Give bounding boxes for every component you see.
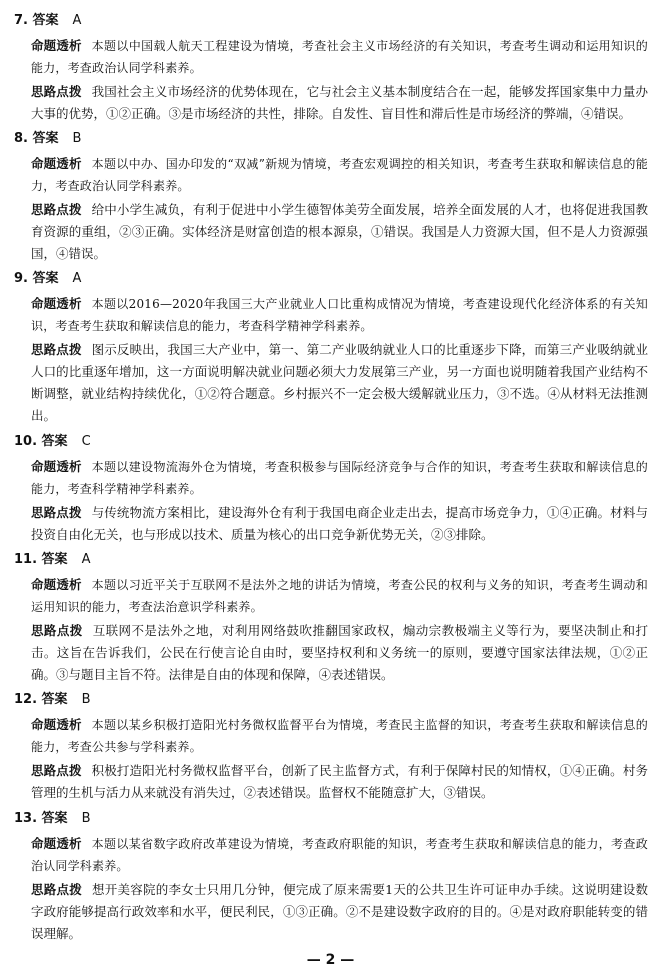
intent-label: 命题透析 bbox=[31, 577, 82, 592]
intent-paragraph bbox=[31, 35, 648, 79]
analysis-label: 思路点拨 bbox=[31, 882, 82, 897]
intent-label: 命题透析 bbox=[31, 156, 82, 171]
answer-letter: C bbox=[81, 434, 91, 449]
intent-label: 命题透析 bbox=[31, 38, 82, 53]
answer-heading bbox=[14, 270, 81, 288]
analysis-paragraph bbox=[31, 81, 648, 125]
analysis-text: 想开美容院的李女士只用几分钟，便完成了原来需要1天的公共卫生许可证申办手续。这说明建设数字政府能够提高行政效率和水平，便民利民，①③正确。②不是建设数字政府的目的。④是对政府职能转变的错误理解。 bbox=[31, 882, 648, 941]
intent-text: 本题以某乡积极打造阳光村务微权监督平台为情境，考查民主监督的知识，考查考生获取和解读信息的能力，考查公共参与学科素养。 bbox=[31, 718, 648, 754]
answer-letter: A bbox=[72, 271, 82, 286]
answer-heading bbox=[14, 12, 81, 30]
intent-paragraph bbox=[31, 456, 648, 500]
intent-paragraph bbox=[31, 833, 648, 877]
intent-text: 本题以中办、国办印发的“双减”新规为情境，考查宏观调控的相关知识，考查考生获取和解读信息的能力，考查政治认同学科素养。 bbox=[31, 157, 648, 193]
intent-text: 本题以建设物流海外仓为情境，考查积极参与国际经济竞争与合作的知识，考查考生获取和解读信息的能力，考查科学精神学科素养。 bbox=[31, 460, 648, 496]
intent-paragraph bbox=[31, 714, 648, 758]
intent-text: 本题以习近平关于互联网不是法外之地的讲话为情境，考查公民的权利与义务的知识，考查考生调动和运用知识的能力，考查法治意识学科素养。 bbox=[31, 578, 648, 614]
intent-label: 命题透析 bbox=[31, 717, 82, 732]
question-number-label: 7. 答案 bbox=[14, 13, 59, 28]
question-number-label: 9. 答案 bbox=[14, 271, 59, 286]
answer-heading bbox=[14, 130, 81, 148]
analysis-text: 给中小学生减负，有利于促进中小学生德智体美劳全面发展，培养全面发展的人才，也将促进我国教育资源的重组，②③正确。实体经济是财富创造的根本源泉，①错误。我国是人力资源大国，但不是人力资源强国，④错误。 bbox=[31, 202, 648, 261]
answer-letter: A bbox=[81, 552, 91, 567]
intent-text: 本题以2016—2020年我国三大产业就业人口比重构成情况为情境，考查建设现代化经济体系的有关知识，考查考生获取和解读信息的能力，考查科学精神学科素养。 bbox=[31, 297, 648, 333]
answer-letter: B bbox=[81, 692, 91, 707]
analysis-paragraph bbox=[31, 879, 648, 945]
analysis-paragraph bbox=[31, 199, 648, 265]
analysis-text: 图示反映出，我国三大产业中，第一、第二产业吸纳就业人口的比重逐步下降，而第三产业吸纳就业人口的比重逐年增加，这一方面说明解决就业问题必须大力发展第三产业，另一方面也说明随着我国产业结构不断调整，就业结构持续优化，①②符合题意。乡村振兴不一定会极大缓解就业压力，③不选。④从材料无法推测出。 bbox=[31, 342, 648, 423]
intent-paragraph bbox=[31, 153, 648, 197]
answer-heading bbox=[14, 691, 90, 709]
analysis-paragraph bbox=[31, 760, 648, 804]
answer-letter: A bbox=[72, 13, 82, 28]
analysis-label: 思路点拨 bbox=[31, 505, 82, 520]
answer-letter: B bbox=[81, 811, 91, 826]
analysis-text: 我国社会主义市场经济的优势体现在，它与社会主义基本制度结合在一起，能够发挥国家集中力量办大事的优势，①②正确。③是市场经济的共性，排除。自发性、盲目性和滞后性是市场经济的弊端，④错误。 bbox=[31, 84, 648, 121]
intent-label: 命题透析 bbox=[31, 836, 82, 851]
analysis-label: 思路点拨 bbox=[31, 84, 82, 99]
answer-heading bbox=[14, 810, 90, 828]
intent-paragraph bbox=[31, 574, 648, 618]
answer-heading bbox=[14, 551, 90, 569]
analysis-paragraph bbox=[31, 339, 648, 427]
analysis-text: 互联网不是法外之地，对利用网络鼓吹推翻国家政权，煽动宗教极端主义等行为，要坚决制止和打击。这旨在告诉我们，公民在行使言论自由时，要坚持权利和义务统一的原则，要遵守国家法律法规，①②正确。③与题目主旨不符。法律是自由的体现和保障，④表述错误。 bbox=[31, 623, 648, 682]
analysis-label: 思路点拨 bbox=[31, 342, 82, 357]
analysis-text: 与传统物流方案相比，建设海外仓有利于我国电商企业走出去，提高市场竞争力，①④正确。材料与投资自由化无关，也与形成以技术、质量为核心的出口竞争新优势无关，②③排除。 bbox=[31, 505, 648, 542]
answer-letter: B bbox=[72, 131, 82, 146]
intent-paragraph bbox=[31, 293, 648, 337]
question-number-label: 10. 答案 bbox=[14, 434, 68, 449]
intent-label: 命题透析 bbox=[31, 296, 82, 311]
question-number-label: 12. 答案 bbox=[14, 692, 68, 707]
page-number: — 2 — bbox=[306, 952, 355, 968]
analysis-paragraph bbox=[31, 620, 648, 686]
answer-heading bbox=[14, 433, 91, 451]
question-number-label: 8. 答案 bbox=[14, 131, 59, 146]
intent-text: 本题以某省数字政府改革建设为情境，考查政府职能的知识，考查考生获取和解读信息的能力，考查政治认同学科素养。 bbox=[31, 837, 648, 873]
question-number-label: 11. 答案 bbox=[14, 552, 68, 567]
analysis-label: 思路点拨 bbox=[31, 623, 83, 638]
analysis-text: 积极打造阳光村务微权监督平台，创新了民主监督方式，有利于保障村民的知情权，①④正确。村务管理的生机与活力从来就没有消失过，②表述错误。监督权不能随意扩大，③错误。 bbox=[31, 763, 648, 800]
question-number-label: 13. 答案 bbox=[14, 811, 68, 826]
analysis-label: 思路点拨 bbox=[31, 763, 82, 778]
intent-label: 命题透析 bbox=[31, 459, 82, 474]
analysis-paragraph bbox=[31, 502, 648, 546]
intent-text: 本题以中国载人航天工程建设为情境，考查社会主义市场经济的有关知识，考查考生调动和运用知识的能力，考查政治认同学科素养。 bbox=[31, 39, 648, 75]
analysis-label: 思路点拨 bbox=[31, 202, 82, 217]
